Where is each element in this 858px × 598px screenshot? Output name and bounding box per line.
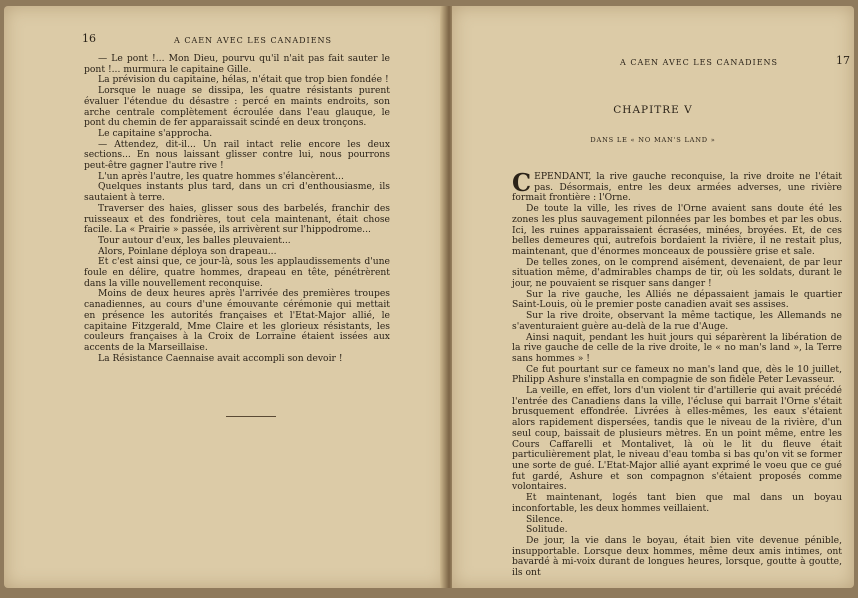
- paragraph: Et maintenant, logés tant bien que mal dans un boyau inconfortable, les deux hommes veillaient.: [512, 492, 842, 514]
- paragraph: Traverser des haies, glisser sous des barbelés, franchir des ruisseaux et des fondrières, tout cela maintenant, était chose facile. La « Prairie » passée, ils arrivèrent sur l'hippodrome...: [84, 202, 390, 236]
- paragraph: Moins de deux heures après l'arrivée des premières troupes canadiennes, au cours d'une émouvante cérémonie qui mettait en présence les autorités françaises et l'Etat-Major allié, le capitaine Fitzgerald, Mme Claire et les glorieux résistants, les couleurs françaises à la Croix de Lorraine étaient issées aux accents de la Marseillaise.: [84, 288, 390, 353]
- paragraph: De toute la ville, les rives de l'Orne avaient sans doute été les zones les plus sauvagement pilonnées par les bombes et par les obus. Ici, les ruines apparaissaient écrasées, minées, broyées. Et, de ces belles demeures qui, autrefois bordaient la rivière, il ne restait plus, maintenant, que d'énormes monceaux de poussière grise et sale.: [512, 203, 842, 257]
- opening-paragraph-text: EPENDANT, la rive gauche reconquise, la rive droite ne l'était pas. Désormais, entre les deux armées adverses, une rivière formait frontière : l'Orne.: [512, 171, 842, 204]
- paragraph: — Attendez, dit-il... Un rail intact relie encore les deux sections... En nous laissant glisser contre lui, nous pourrons peut-être gagner l'autre rive !: [84, 138, 390, 172]
- drop-cap: C: [512, 168, 532, 197]
- paragraph: Silence.: [526, 513, 564, 525]
- paragraph: Le capitaine s'approcha.: [98, 127, 213, 139]
- paragraph: Sur la rive gauche, les Alliés ne dépassaient jamais le quartier Saint-Louis, où le premier poste canadien avait ses assises.: [512, 288, 842, 311]
- paragraph: — Le pont !... Mon Dieu, pourvu qu'il n'ait pas fait sauter le pont !... murmura le capitaine Gille.: [84, 53, 390, 75]
- paragraph: Sur la rive droite, observant la même tactique, les Allemands ne s'aventuraient guère au-delà de la rue d'Auge.: [512, 310, 842, 332]
- chapter-title: CHAPITRE V: [613, 104, 693, 116]
- right-page-number: 17: [836, 54, 850, 67]
- paragraph: De telles zones, on le comprend aisément, devenaient, de par leur situation même, d'admirables champs de tir, où les soldats, durant le jour, ne pouvaient se risquer sans danger !: [512, 256, 842, 290]
- paragraph: La Résistance Caennaise avait accompli son devoir !: [98, 352, 343, 364]
- right-running-head: A CAEN AVEC LES CANADIENS: [620, 58, 779, 67]
- section-divider: [226, 416, 276, 417]
- right-page: [452, 6, 854, 588]
- right-body-text: [512, 168, 842, 579]
- paragraph: Lorsque le nuage se dissipa, les quatre résistants purent évaluer l'étendue du désastre : percé en maints endroits, son arche centrale complètement écroulée dans l'eau glauque, le pont du chemin de fer apparaissait scindé en deux tronçons.: [84, 85, 390, 129]
- chapter-subtitle: DANS LE « NO MAN'S LAND »: [590, 136, 716, 144]
- left-page: [4, 6, 446, 588]
- paragraph: Et c'est ainsi que, ce jour-là, sous les applaudissements d'une foule en délire, quatre hommes, drapeau en tête, pénétrèrent dans la ville nouvellement reconquise.: [84, 256, 390, 289]
- paragraph: Tour autour d'eux, les balles pleuvaient...: [98, 234, 291, 246]
- paragraph: L'un après l'autre, les quatre hommes s'élancèrent...: [98, 170, 344, 182]
- paragraph: Ce fut pourtant sur ce fameux no man's land que, dès le 10 juillet, Philipp Ashure s'installa en compagnie de son fidèle Peter Levasseur.: [512, 363, 842, 386]
- paragraph: La prévision du capitaine, hélas, n'était que trop bien fondée !: [98, 74, 389, 86]
- left-body-text: [84, 54, 390, 364]
- paragraph: Quelques instants plus tard, dans un cri d'enthousiasme, ils sautaient à terre.: [84, 181, 390, 204]
- left-page-number: 16: [82, 32, 96, 45]
- paragraph: Alors, Poinlane déploya son drapeau...: [98, 245, 277, 257]
- paragraph: La veille, en effet, lors d'un violent tir d'artillerie qui avait précédé l'entrée des Canadiens dans la ville, l'écluse qui barrait l'Orne s'était brusquement effondrée. Livrées à elles-mêmes, les eaux s'étaient alors rapidement dispersées, tandis que le niveau de la rivière, d'un seul coup, baissait de plusieurs mètres. En un point même, entre les Cours Caffarelli et Montalivet, là où le lit du fleuve était particulièrement plat, le niveau d'eau tomba si bas qu'on vit se former une sorte de gué. L'Etat-Major allié ayant exprimé le voeu que ce gué fut gardé, Ashure et son compagnon s'étaient proposés comme volontaires.: [512, 385, 842, 493]
- left-running-head: A CAEN AVEC LES CANADIENS: [174, 36, 333, 45]
- paragraph: Ainsi naquit, pendant les huit jours qui séparèrent la libération de la rive gauche de celle de la rive droite, le « no man's land », la Terre sans hommes » !: [512, 331, 842, 364]
- opening-paragraph: [512, 168, 842, 204]
- paragraph: De jour, la vie dans le boyau, était bien vite devenue pénible, insupportable. Lorsque deux hommes, même deux amis intimes, ont bavardé à mi-voix durant de longues heures, lorsque, goutte à goutte, ils ont: [512, 534, 842, 579]
- paragraph: Solitude.: [526, 524, 568, 536]
